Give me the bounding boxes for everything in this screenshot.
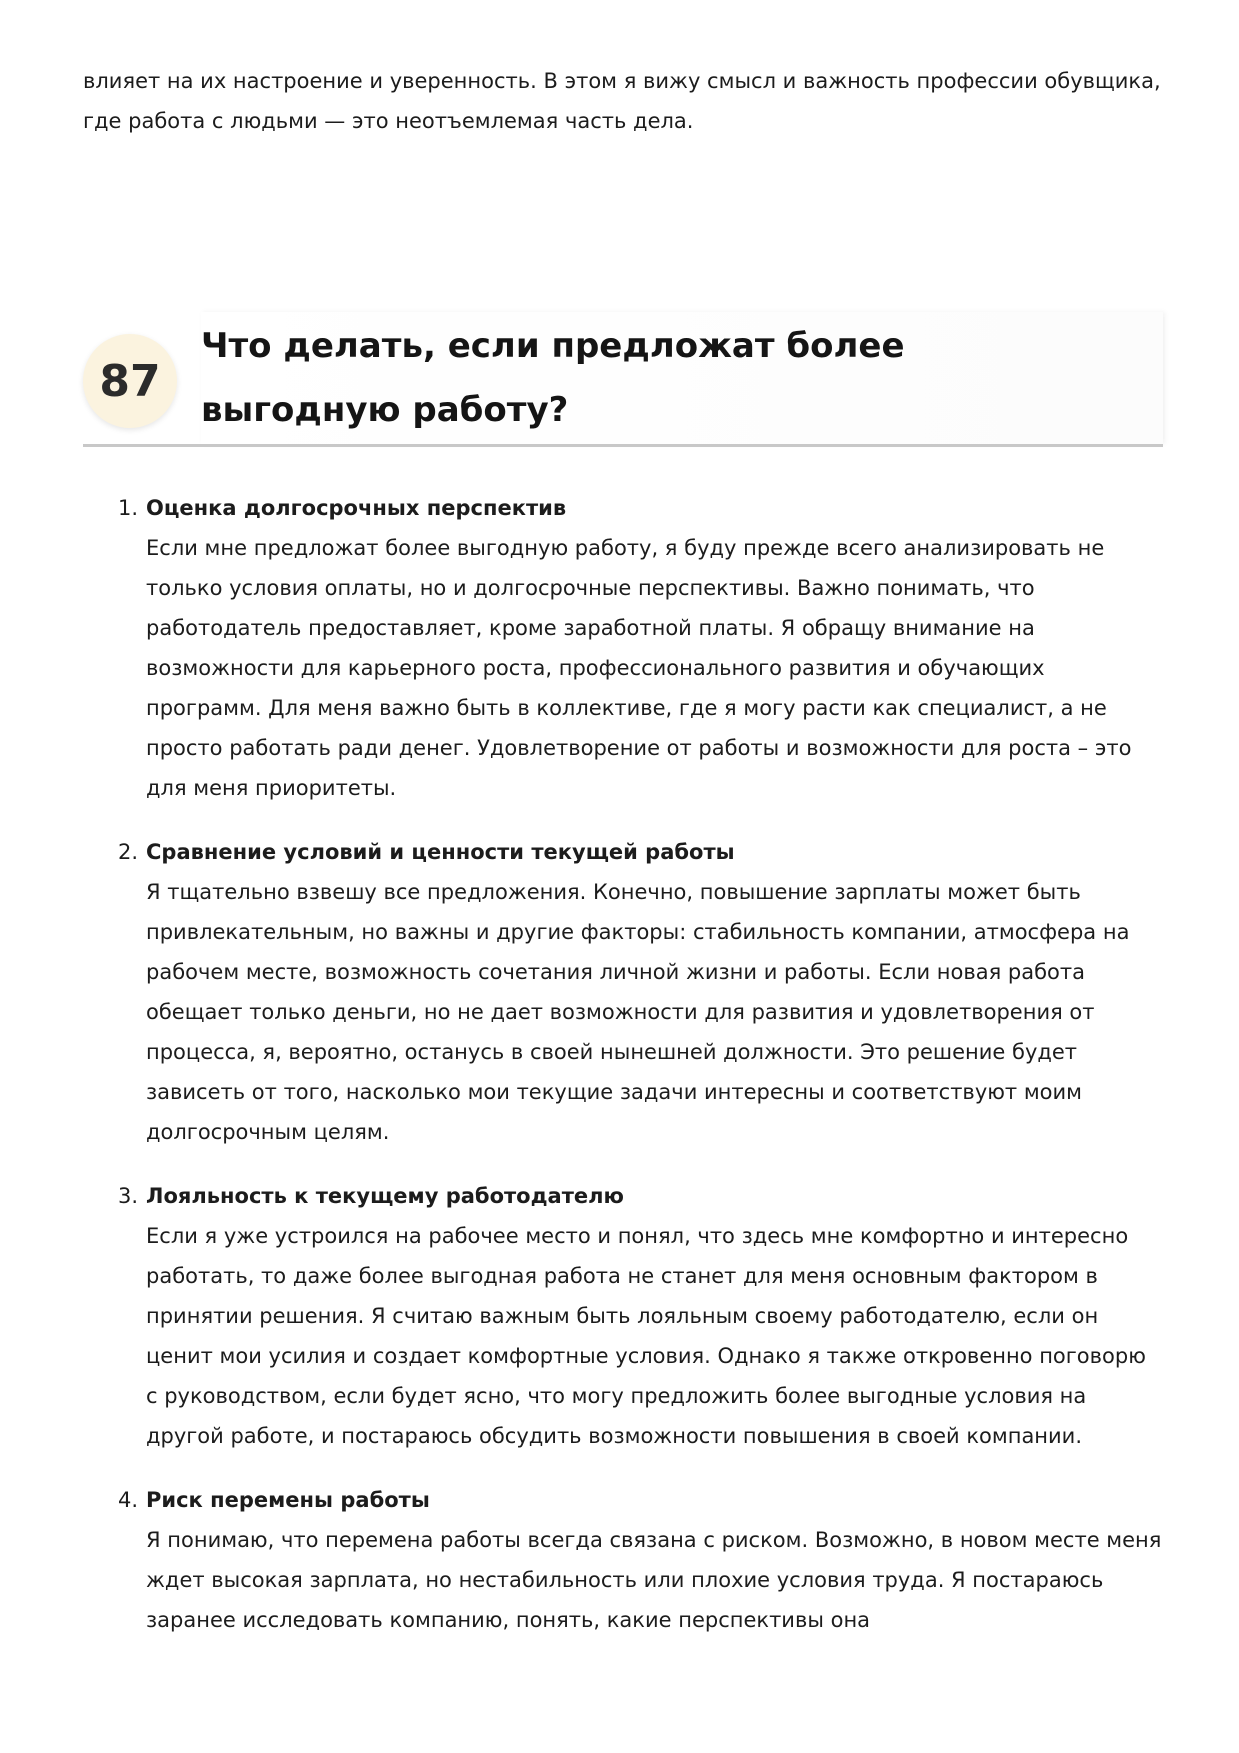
title-box xyxy=(201,312,1163,444)
list-item-text: Если мне предложат более выгодную работу, я буду прежде всего анализировать не только условия оплаты, но и долгосрочные перспективы. Важно понимать, что работодатель предоставляет, кроме заработной платы. Я обращу внимание на возможности для карьерного роста, профессионального развития и обучающих программ. Для меня важно быть в коллективе, где я могу расти как специалист, а не просто работать ради денег. Удовлетворение от работы и возможности для роста – это для меня приоритеты. xyxy=(146,536,1132,800)
intro-paragraph: влияет на их настроение и уверенность. В этом я вижу смысл и важность профессии обувщика, где работа с людьми — это неотъемлемая часть дела. xyxy=(83,69,1161,133)
list-item-title: Сравнение условий и ценности текущей работы xyxy=(146,840,735,864)
list-item-number: 4. xyxy=(118,1488,139,1512)
list-item-text: Если я уже устроился на рабочее место и понял, что здесь мне комфортно и интересно работать, то даже более выгодная работа не станет для меня основным фактором в принятии решения. Я считаю важным быть лояльным своему работодателю, если он ценит мои усилия и создает комфортные условия. Однако я также откровенно поговорю с руководством, если будет ясно, что могу предложить более выгодные условия на другой работе, и постараюсь обсудить возможности повышения в своей компании. xyxy=(146,1224,1146,1448)
list-item xyxy=(113,488,1163,808)
section-header xyxy=(83,312,1163,448)
list-item-number: 1. xyxy=(118,496,139,520)
list-item xyxy=(113,832,1163,1152)
list-item-text: Я тщательно взвешу все предложения. Конечно, повышение зарплаты может быть привлекательным, но важны и другие факторы: стабильность компании, атмосфера на рабочем месте, возможность сочетания личной жизни и работы. Если новая работа обещает только деньги, но не дает возможности для развития и удовлетворения от процесса, я, вероятно, останусь в своей нынешней должности. Это решение будет зависеть от того, насколько мои текущие задачи интересны и соответствуют моим долгосрочным целям. xyxy=(146,880,1130,1144)
list-item xyxy=(113,1176,1163,1456)
list-item-title: Лояльность к текущему работодателю xyxy=(146,1184,624,1208)
list-item-title: Риск перемены работы xyxy=(146,1488,430,1512)
question-number-badge: 87 xyxy=(83,334,177,428)
list-item-text: Я понимаю, что перемена работы всегда связана с риском. Возможно, в новом месте меня ждет высокая зарплата, но нестабильность или плохие условия труда. Я постараюсь заранее исследовать компанию, понять, какие перспективы она xyxy=(146,1528,1162,1632)
section-divider xyxy=(83,444,1163,447)
list-item xyxy=(113,1480,1163,1640)
section-title: Что делать, если предложат более выгодную работу? xyxy=(201,326,905,430)
list-item-number: 2. xyxy=(118,840,139,864)
list-item-title: Оценка долгосрочных перспектив xyxy=(146,496,567,520)
list-item-number: 3. xyxy=(118,1184,139,1208)
answer-list xyxy=(113,488,1163,1664)
